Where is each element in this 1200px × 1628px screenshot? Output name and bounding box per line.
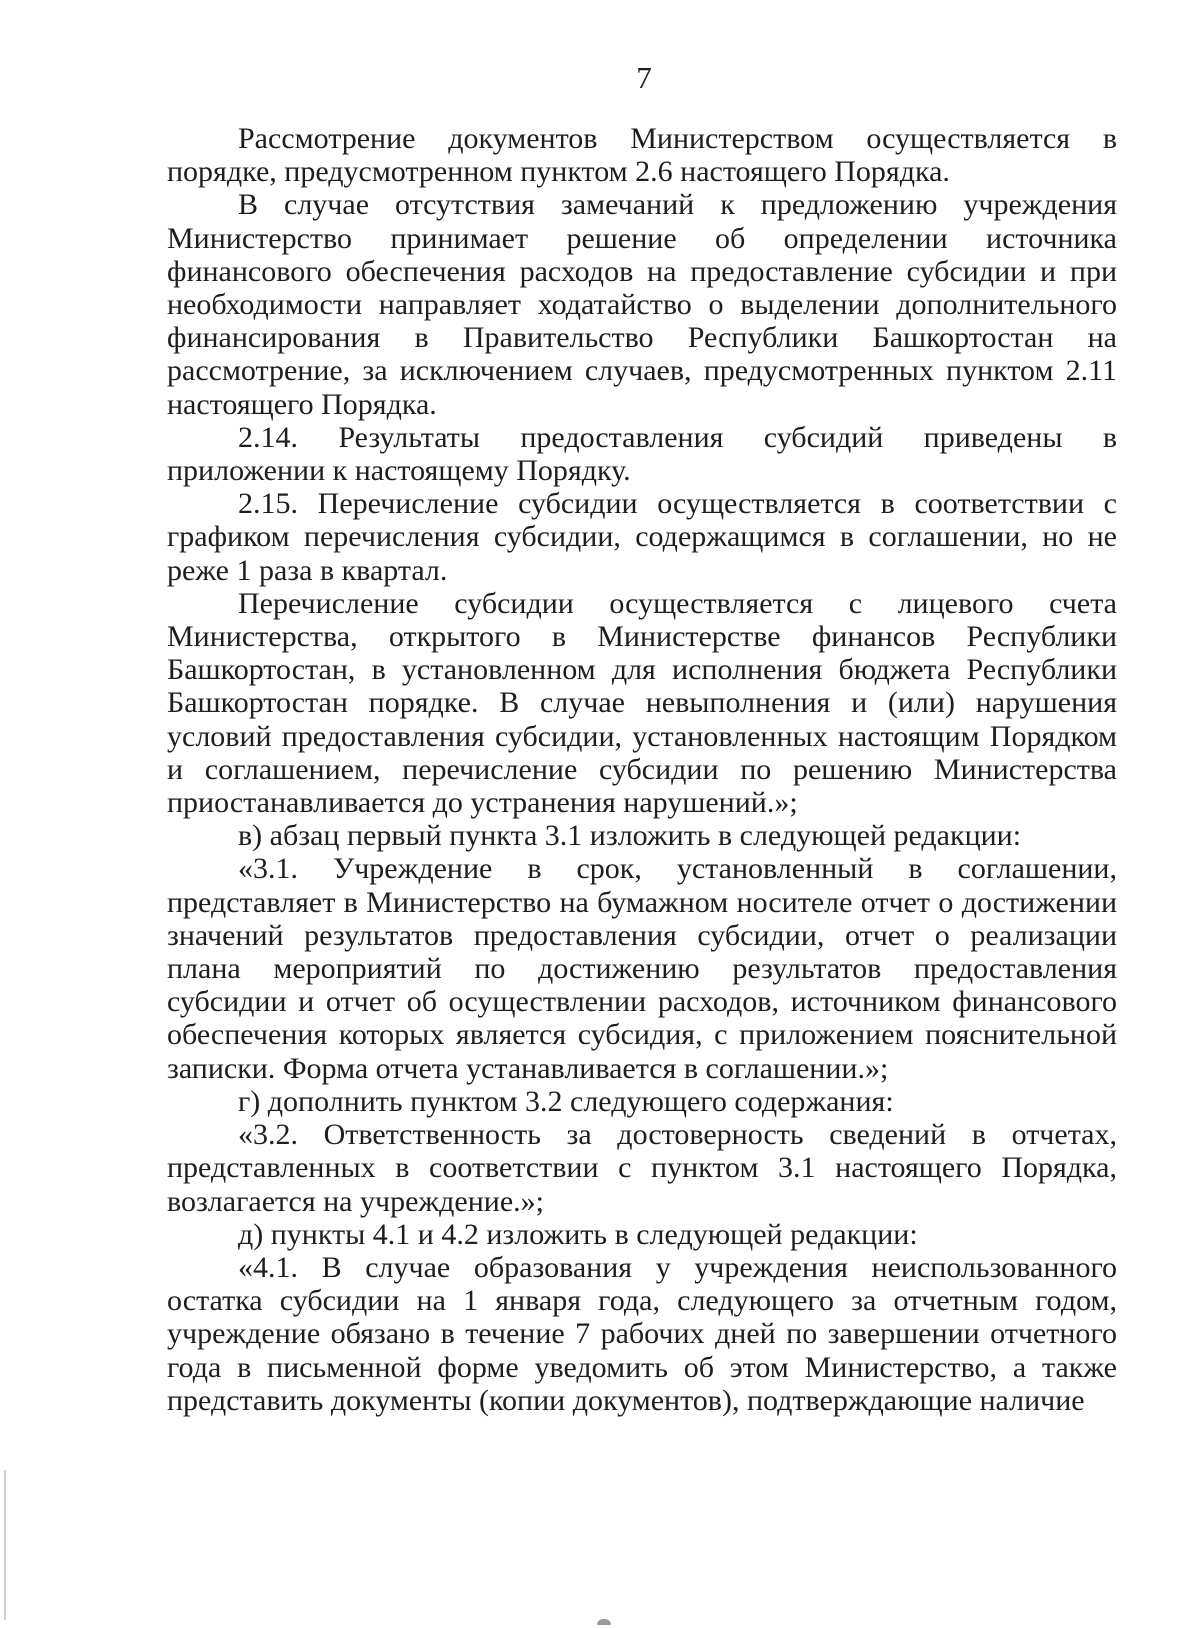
page-number: 7 (636, 60, 652, 95)
paragraph-amendment-d: д) пункты 4.1 и 4.2 изложить в следующей редакции: (238, 1217, 918, 1251)
paragraph-documents-review: Рассмотрение документов Министерством осуществляется в порядке, предусмотренном пунктом 2.6 настоящего Порядка. (167, 122, 1117, 189)
scan-speck (597, 1619, 611, 1625)
paragraph-3-2: «3.2. Ответственность за достоверность сведений в отчетах, представленных в соответствии с пунктом 3.1 настоящего Порядка, возлагается на учреждение.»; (167, 1118, 1117, 1218)
paragraph-no-remarks: В случае отсутствия замечаний к предложению учреждения Министерство принимает решение об определении источника финансового обеспечения расходов на предоставление субсидии и при необходимости направляет ходатайство о выделении дополнительного финансирования в Правительство Республики Башкортостан на рассмотрение, за исключением случаев, предусмотренных пунктом 2.11 настоящего Порядка. (167, 188, 1117, 421)
paragraph-4-1: «4.1. В случае образования у учреждения неиспользованного остатка субсидии на 1 января года, следующего за отчетным годом, учреждение обязано в течение 7 рабочих дней по завершении отчетного года в письменной форме уведомить об этом Министерство, а также представить документы (копии документов), подтверждающие наличие (167, 1250, 1117, 1417)
paragraph-2-15: 2.15. Перечисление субсидии осуществляется в соответствии с графиком перечисления субсидии, содержащимся в соглашении, но не реже 1 раза в квартал. (167, 487, 1117, 587)
paragraph-3-1: «3.1. Учреждение в срок, установленный в соглашении, представляет в Министерство на бумажном носителе отчет о достижении значений результатов предоставления субсидии, отчет о реализации плана мероприятий по достижению результатов предоставления субсидии и отчет об осуществлении расходов, источником финансового обеспечения которых является субсидия, с приложением пояснительной записки. Форма отчета устанавливается в соглашении.»; (167, 852, 1117, 1085)
paragraph-amendment-v: в) абзац первый пункта 3.1 изложить в следующей редакции: (238, 819, 1022, 853)
scan-edge-mark (4, 1470, 6, 1620)
paragraph-2-14: 2.14. Результаты предоставления субсидий приведены в приложении к настоящему Порядку. (167, 420, 1117, 488)
paragraph-amendment-g: г) дополнить пунктом 3.2 следующего содержания: (238, 1084, 894, 1118)
paragraph-subsidy-transfer: Перечисление субсидии осуществляется с лицевого счета Министерства, открытого в Министерстве финансов Республики Башкортостан, в установленном для исполнения бюджета Республики Башкортостан порядке. В случае невыполнения и (или) нарушения условий предоставления субсидии, установленных настоящим Порядком и соглашением, перечисление субсидии по решению Министерства приостанавливается до устранения нарушений.»; (167, 586, 1117, 820)
document-body (167, 122, 1117, 1417)
